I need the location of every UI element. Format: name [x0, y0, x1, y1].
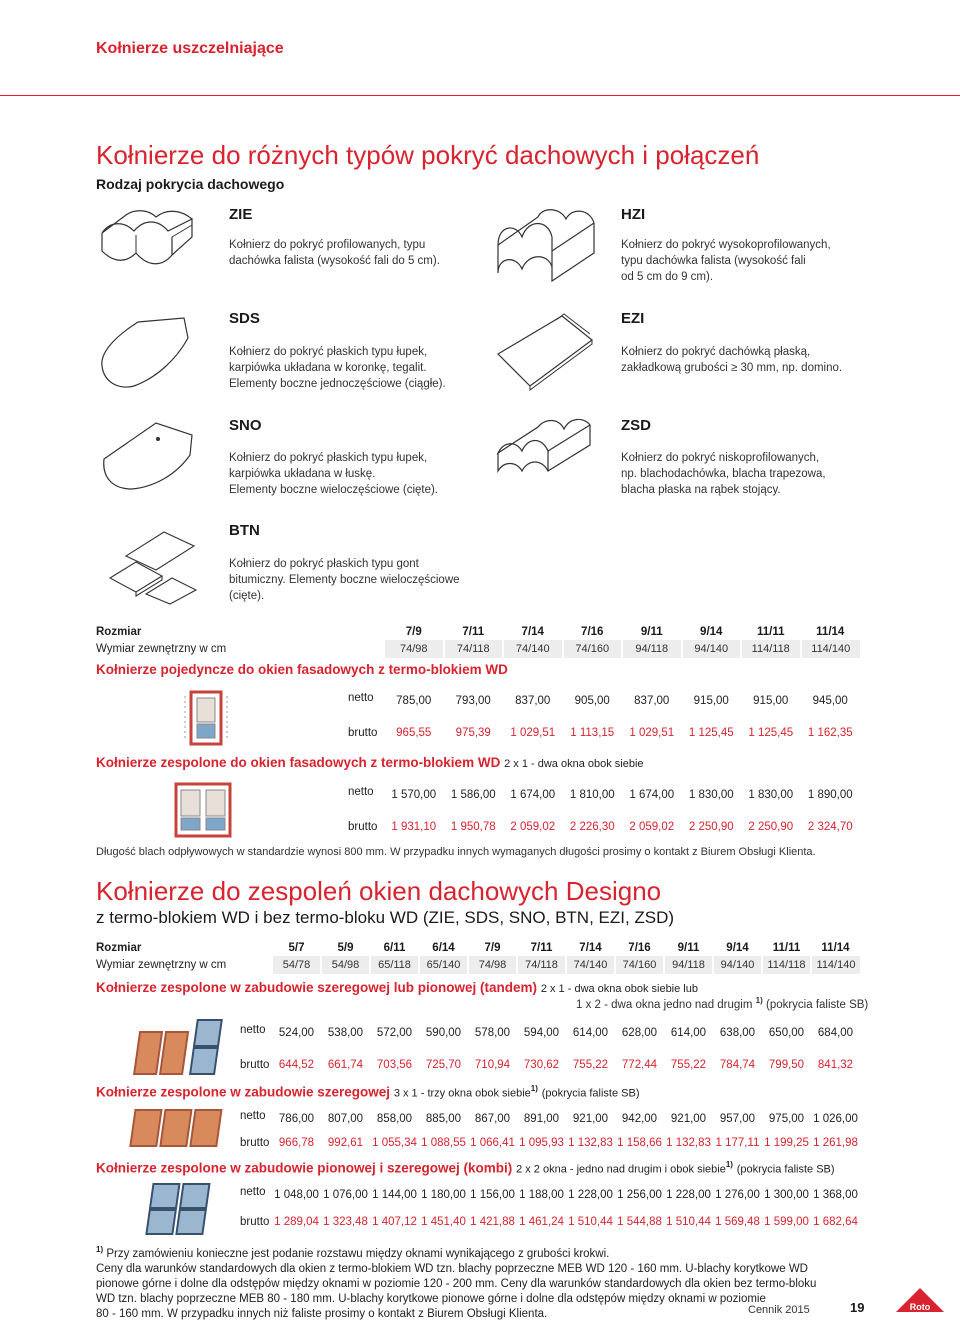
type-desc-btn: Kołnierz do pokryć płaskich typu gont bitumiczny. Elementy boczne wieloczęściowe (cięte). — [229, 558, 460, 602]
type-code-zsd: ZSD — [621, 417, 651, 434]
price-brutto: 1 132,83 — [568, 1137, 613, 1149]
price-netto: 1 256,00 — [617, 1189, 662, 1201]
header-divider — [0, 95, 960, 96]
type-code-sds: SDS — [229, 310, 260, 327]
type-code-btn: BTN — [229, 522, 260, 539]
price-brutto: 730,62 — [523, 1059, 560, 1071]
price-netto: 578,00 — [474, 1027, 511, 1039]
price-netto: 1 830,00 — [688, 789, 734, 801]
price-netto: 1 276,00 — [715, 1189, 760, 1201]
price-netto: 538,00 — [327, 1027, 364, 1039]
price-netto: 1 144,00 — [372, 1189, 417, 1201]
size-cell: 6/14 — [432, 942, 455, 954]
price-netto: 942,00 — [621, 1113, 658, 1125]
price-brutto: 1 095,93 — [519, 1137, 564, 1149]
price-brutto: 1 544,88 — [617, 1216, 662, 1228]
price-netto: 885,00 — [425, 1113, 462, 1125]
brutto-label: brutto — [348, 727, 378, 739]
price-brutto: 1 132,83 — [666, 1137, 711, 1149]
table1-header — [96, 624, 860, 658]
price-netto: 1 228,00 — [666, 1189, 711, 1201]
size-cell: 11/11 — [772, 942, 801, 954]
dim-cell: 54/78 — [272, 956, 321, 974]
triple-window-flashing-icon — [124, 1106, 232, 1150]
price-brutto: 1 461,24 — [519, 1216, 564, 1228]
price-netto: 1 368,00 — [813, 1189, 858, 1201]
t2-group1-title: Kołnierze zespolone w zabudowie szeregowej lub pionowej (tandem) 2 x 1 - dwa okna obok siebie lub — [96, 980, 698, 995]
price-netto: 945,00 — [812, 695, 848, 707]
size-cell: 7/9 — [484, 942, 501, 954]
dim-cell: 114/118 — [762, 956, 811, 974]
type-code-ezi: EZI — [621, 310, 645, 327]
dim-cell: 74/140 — [503, 640, 563, 658]
t2-group1-note2: 1 x 2 - dwa okna jedno nad drugim $^{1)}$ (pokrycia faliste SB) — [576, 996, 869, 1011]
footnote: $^{1)}$ Przy zamówieniu konieczne jest podanie rozstawu między oknami wynikającego z grubości krokwi. Ceny dla warunków standardowych dla okien z termo-blokiem WD tzn. blachy poprzeczne MEB WD 120 - 160 mm. U-blachy korytkowe WD pionowe górne i dolne dla odstępów między oknami w poziomie 120 - 200 mm. Ceny dla warunków standardowych dla okien bez termo-bloku WD tzn. blachy poprzeczne MEB 80 - 180 mm. U-blachy korytkowe pionowe górne i dolne dla odstępów między oknami w poziomie 80 - 160 mm. W przypadku innych niż faliste prosimy o kontakt z Biurem Obsługi Klienta. — [96, 1245, 817, 1320]
size-cell: 6/11 — [383, 942, 406, 954]
dim-cell: 74/140 — [566, 956, 615, 974]
size-cell: 7/14 — [579, 942, 602, 954]
brutto-label: brutto — [240, 1137, 270, 1149]
price-netto: 1 890,00 — [807, 789, 853, 801]
price-netto: 915,00 — [693, 695, 729, 707]
price-netto: 1 674,00 — [510, 789, 556, 801]
price-brutto: 1 599,00 — [764, 1216, 809, 1228]
type-code-hzi: HZI — [621, 206, 646, 223]
size-cell: 7/9 — [405, 626, 422, 638]
price-netto: 1 570,00 — [391, 789, 437, 801]
netto-label: netto — [348, 786, 374, 798]
price-brutto: 725,70 — [425, 1059, 462, 1071]
price-brutto: 1 931,10 — [391, 821, 437, 833]
price-brutto: 644,52 — [278, 1059, 315, 1071]
price-brutto: 799,50 — [768, 1059, 805, 1071]
price-brutto: 2 324,70 — [807, 821, 853, 833]
price-netto: 594,00 — [523, 1027, 560, 1039]
price-brutto: 1 158,66 — [617, 1137, 662, 1149]
price-netto: 905,00 — [574, 695, 610, 707]
sds-tile-illustration — [96, 312, 196, 392]
price-brutto: 841,32 — [817, 1059, 854, 1071]
pricelist-label: Cennik 2015 — [748, 1304, 810, 1316]
dim-cell: 94/118 — [622, 640, 682, 658]
size-cell: 7/11 — [462, 626, 485, 638]
size-cell: 7/16 — [628, 942, 651, 954]
type-code-sno: SNO — [229, 417, 262, 434]
price-brutto: 710,94 — [474, 1059, 511, 1071]
btn-tile-illustration — [106, 520, 206, 605]
price-netto: 1 810,00 — [569, 789, 615, 801]
price-brutto: 784,74 — [719, 1059, 756, 1071]
price-netto: 638,00 — [719, 1027, 756, 1039]
section1-title: Kołnierze do różnych typów pokryć dachowych i połączeń — [96, 140, 760, 170]
price-netto: 1 228,00 — [568, 1189, 613, 1201]
fasade-twin-window-flashing-icon — [170, 780, 236, 842]
price-brutto: 965,55 — [396, 727, 432, 739]
type-desc-sno: Kołnierz do pokryć płaskich typu łupek, karpiówka układana w łuskę. Elementy boczne wieloczęściowe (cięte). — [229, 452, 439, 496]
price-brutto: 703,56 — [376, 1059, 413, 1071]
price-netto: 684,00 — [817, 1027, 854, 1039]
t1-group2-prices — [348, 786, 860, 836]
price-netto: 1 076,00 — [323, 1189, 368, 1201]
size-cell: 7/14 — [521, 626, 544, 638]
price-brutto: 1 125,45 — [748, 727, 794, 739]
dim-cell: 94/118 — [664, 956, 713, 974]
size-cell: 9/14 — [726, 942, 749, 954]
price-netto: 807,00 — [327, 1113, 364, 1125]
dim-cell: 54/98 — [321, 956, 370, 974]
price-brutto: 2 059,02 — [510, 821, 556, 833]
dim-cell: 74/98 — [384, 640, 444, 658]
t2-group3-title: Kołnierze zespolone w zabudowie pionowej i szeregowej (kombi) 2 x 2 okna - jedno nad drugim i obok siebie$^{1)}$ (pokrycia faliste SB) — [96, 1160, 835, 1176]
size-cell: 11/14 — [821, 942, 850, 954]
t2-group2-prices — [240, 1110, 860, 1152]
type-desc-ezi: Kołnierz do pokryć dachówką płaską, zakładkową grubości ≥ 30 mm, np. domino. — [621, 346, 843, 374]
price-netto: 793,00 — [455, 695, 491, 707]
type-desc-sds: Kołnierz do pokryć płaskich typu łupek, karpiówka układana w koronkę, tegalit. Elementy boczne jednoczęściowe (ciągłe). — [229, 346, 446, 390]
type-desc-zsd: Kołnierz do pokryć niskoprofilowanych, np. blachodachówka, blacha trapezowa, blacha płaska na rąbek stojący. — [621, 452, 826, 496]
type-code-zie: ZIE — [229, 206, 253, 223]
dim-cell: 74/160 — [615, 956, 664, 974]
price-brutto: 2 059,02 — [629, 821, 675, 833]
zsd-tile-illustration — [490, 415, 600, 495]
price-brutto: 1 451,40 — [421, 1216, 466, 1228]
brutto-label: brutto — [348, 821, 378, 833]
dim-cell: 94/140 — [713, 956, 762, 974]
t2-group1-prices — [240, 1024, 860, 1074]
ezi-tile-illustration — [490, 310, 600, 395]
kombi-window-flashing-icon — [140, 1180, 220, 1238]
size-cell: 11/11 — [756, 626, 785, 638]
price-netto: 921,00 — [572, 1113, 609, 1125]
price-brutto: 661,74 — [327, 1059, 364, 1071]
svg-text:Roto: Roto — [909, 1302, 931, 1312]
price-netto: 837,00 — [634, 695, 670, 707]
table2-size-label: Rozmiar — [96, 942, 142, 954]
sno-tile-illustration — [96, 415, 196, 495]
netto-label: netto — [240, 1024, 266, 1036]
price-netto: 837,00 — [515, 695, 551, 707]
dim-cell: 65/118 — [370, 956, 419, 974]
price-brutto: 966,78 — [278, 1137, 315, 1149]
table2-header — [96, 940, 860, 974]
price-netto: 957,00 — [719, 1113, 756, 1125]
price-brutto: 772,44 — [621, 1059, 658, 1071]
size-cell: 9/14 — [700, 626, 723, 638]
price-netto: 590,00 — [425, 1027, 462, 1039]
price-brutto: 1 162,35 — [807, 727, 853, 739]
page-number: 19 — [850, 1300, 865, 1315]
price-brutto: 2 226,30 — [569, 821, 615, 833]
size-cell: 9/11 — [677, 942, 700, 954]
brutto-label: brutto — [240, 1216, 270, 1228]
price-netto: 915,00 — [753, 695, 789, 707]
t2-group3-prices — [240, 1186, 860, 1231]
price-brutto: 1 569,48 — [715, 1216, 760, 1228]
price-netto: 1 048,00 — [274, 1189, 319, 1201]
price-netto: 975,00 — [768, 1113, 805, 1125]
price-netto: 1 188,00 — [519, 1189, 564, 1201]
dim-cell: 65/140 — [419, 956, 468, 974]
price-brutto: 1 113,15 — [570, 727, 615, 739]
price-netto: 1 180,00 — [421, 1189, 466, 1201]
price-brutto: 755,22 — [670, 1059, 707, 1071]
section1-subtitle: Rodzaj pokrycia dachowego — [96, 176, 285, 192]
price-netto: 614,00 — [670, 1027, 707, 1039]
page-header-title: Kołnierze uszczelniające — [96, 40, 284, 57]
price-netto: 867,00 — [474, 1113, 511, 1125]
t1-group1-prices — [348, 692, 860, 742]
price-brutto: 755,22 — [572, 1059, 609, 1071]
price-brutto: 2 250,90 — [688, 821, 734, 833]
size-cell: 9/11 — [640, 626, 663, 638]
section2-subtitle: z termo-blokiem WD i bez termo-bloku WD (ZIE, SDS, SNO, BTN, EZI, ZSD) — [96, 908, 675, 927]
table1-note: Długość blach odpływowych w standardzie wynosi 800 mm. W przypadku innych wymaganych długości prosimy o kontakt z Biurem Obsługi Klienta. — [96, 846, 816, 858]
price-brutto: 1 066,41 — [470, 1137, 515, 1149]
price-netto: 628,00 — [621, 1027, 658, 1039]
price-netto: 614,00 — [572, 1027, 609, 1039]
price-brutto: 1 289,04 — [274, 1216, 319, 1228]
price-netto: 1 300,00 — [764, 1189, 809, 1201]
type-desc-hzi: Kołnierz do pokryć wysokoprofilowanych, typu dachówka falista (wysokość fali od 5 cm do 9 cm). — [621, 239, 831, 283]
price-brutto: 1 029,51 — [510, 727, 556, 739]
section2-title: Kołnierze do zespoleń okien dachowych Designo — [96, 876, 662, 906]
table1-size-label: Rozmiar — [96, 626, 142, 638]
dim-cell: 114/140 — [801, 640, 861, 658]
price-brutto: 1 323,48 — [323, 1216, 368, 1228]
price-netto: 891,00 — [523, 1113, 560, 1125]
size-cell: 5/9 — [337, 942, 354, 954]
roto-logo-icon — [894, 1286, 946, 1314]
price-brutto: 1 055,34 — [372, 1137, 417, 1149]
price-netto: 1 674,00 — [629, 789, 675, 801]
dim-cell: 74/118 — [517, 956, 566, 974]
dim-cell: 74/160 — [563, 640, 623, 658]
t2-group2-title: Kołnierze zespolone w zabudowie szeregowej 3 x 1 - trzy okna obok siebie$^{1)}$ (pokrycia faliste SB) — [96, 1084, 640, 1100]
price-netto: 1 026,00 — [813, 1113, 858, 1125]
size-cell: 5/7 — [288, 942, 305, 954]
hzi-tile-illustration — [490, 205, 600, 290]
price-brutto: 1 510,44 — [666, 1216, 711, 1228]
price-netto: 1 586,00 — [450, 789, 496, 801]
t1-group1-title: Kołnierze pojedyncze do okien fasadowych z termo-blokiem WD — [96, 662, 508, 677]
price-brutto: 1 199,25 — [764, 1137, 809, 1149]
dim-cell: 74/98 — [468, 956, 517, 974]
price-netto: 921,00 — [670, 1113, 707, 1125]
price-brutto: 992,61 — [327, 1137, 364, 1149]
netto-label: netto — [240, 1186, 266, 1198]
price-brutto: 1 177,11 — [715, 1137, 760, 1149]
price-brutto: 1 088,55 — [421, 1137, 466, 1149]
price-brutto: 1 682,64 — [813, 1216, 858, 1228]
price-brutto: 975,39 — [455, 727, 491, 739]
dim-cell: 74/118 — [444, 640, 504, 658]
table1-dim-label: Wymiar zewnętrzny w cm — [96, 643, 227, 655]
price-netto: 858,00 — [376, 1113, 413, 1125]
price-brutto: 1 421,88 — [470, 1216, 515, 1228]
table2-dim-label: Wymiar zewnętrzny w cm — [96, 959, 227, 971]
dim-cell: 94/140 — [682, 640, 742, 658]
dim-cell: 114/118 — [741, 640, 801, 658]
price-netto: 572,00 — [376, 1027, 413, 1039]
size-cell: 11/14 — [816, 626, 845, 638]
brutto-label: brutto — [240, 1059, 270, 1071]
tandem-window-flashing-icon — [128, 1018, 232, 1078]
dim-cell: 114/140 — [811, 956, 860, 974]
size-cell: 7/16 — [581, 626, 604, 638]
zie-tile-illustration — [96, 205, 196, 280]
price-netto: 524,00 — [278, 1027, 315, 1039]
price-brutto: 1 950,78 — [450, 821, 496, 833]
fasade-window-flashing-icon — [183, 688, 229, 750]
price-netto: 786,00 — [278, 1113, 315, 1125]
price-brutto: 1 510,44 — [568, 1216, 613, 1228]
price-brutto: 1 407,12 — [372, 1216, 417, 1228]
price-netto: 650,00 — [768, 1027, 805, 1039]
netto-label: netto — [348, 692, 374, 704]
size-cell: 7/11 — [530, 942, 553, 954]
price-brutto: 2 250,90 — [748, 821, 794, 833]
price-netto: 1 830,00 — [748, 789, 794, 801]
price-brutto: 1 261,98 — [813, 1137, 858, 1149]
t1-group2-title: Kołnierze zespolone do okien fasadowych z termo-blokiem WD 2 x 1 - dwa okna obok siebie — [96, 755, 644, 770]
price-brutto: 1 125,45 — [688, 727, 734, 739]
type-desc-zie: Kołnierz do pokryć profilowanych, typu dachówka falista (wysokość fali do 5 cm). — [229, 239, 440, 267]
netto-label: netto — [240, 1110, 266, 1122]
price-netto: 785,00 — [396, 695, 432, 707]
price-netto: 1 156,00 — [470, 1189, 515, 1201]
price-brutto: 1 029,51 — [629, 727, 675, 739]
